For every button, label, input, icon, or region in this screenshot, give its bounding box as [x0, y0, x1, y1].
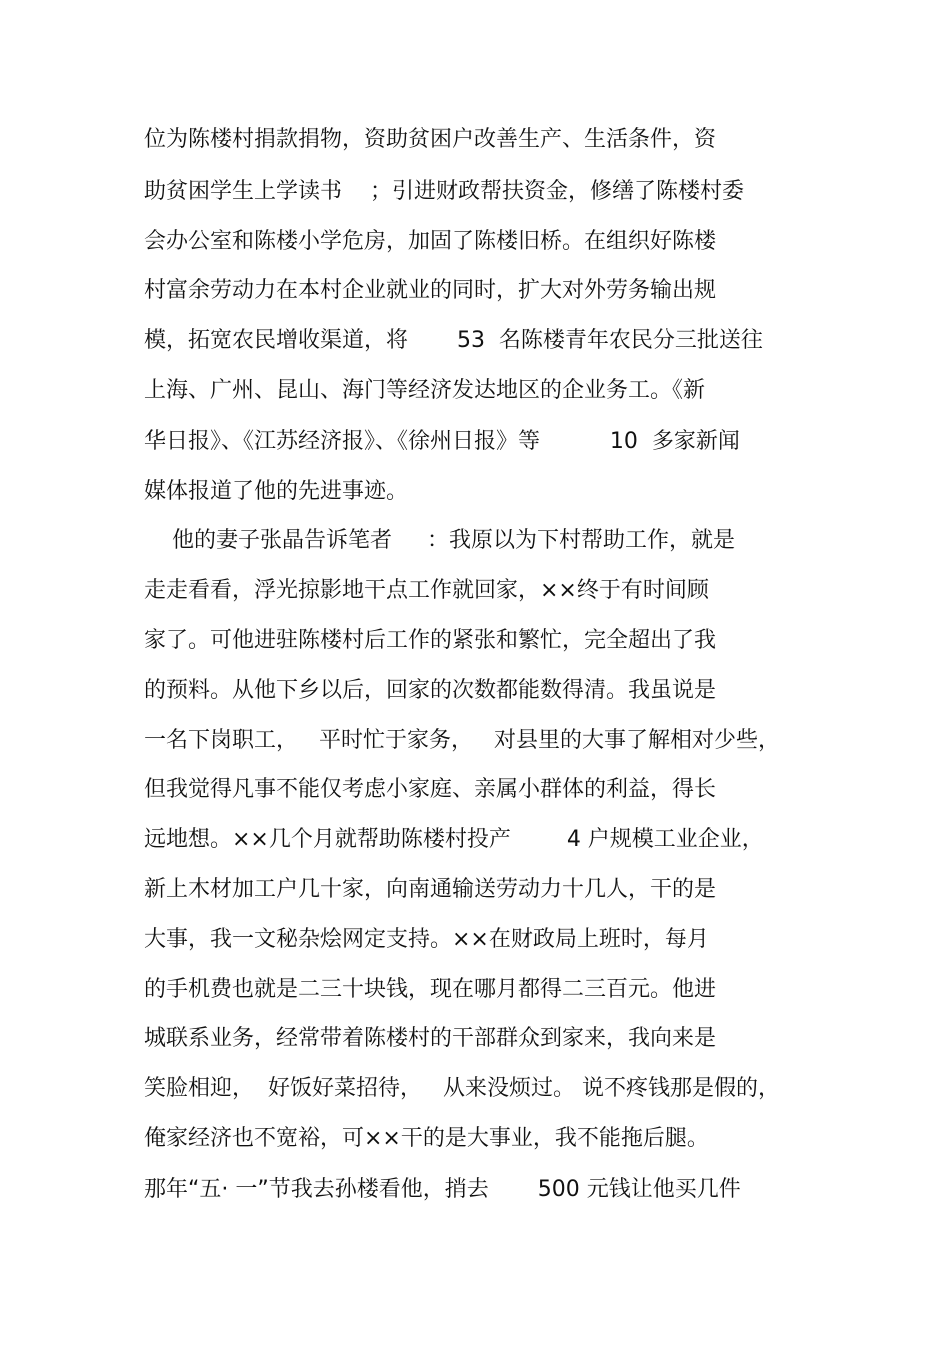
text-line: 模，拓宽农民增收渠道，将 53 名陈楼青年农民分三批送往: [144, 328, 763, 353]
text-line: 上海、广州、昆山、海门等经济发达地区的企业务工。《新: [144, 378, 706, 403]
text-line: 笑脸相迎， 好饭好菜招待， 从来没烦过。 说不疼钱那是假的，: [144, 1076, 780, 1101]
text-line: 位为陈楼村捐款捐物，资助贫困户改善生产、生活条件，资: [144, 127, 717, 152]
text-line: 的预料。从他下乡以后，回家的次数都能数得清。我虽说是: [144, 678, 717, 703]
text-line: 助贫困学生上学读书 ；引进财政帮扶资金，修缮了陈楼村委: [144, 179, 744, 204]
text-line: 大事，我一文秘杂烩网定支持。××在财政局上班时，每月: [144, 927, 709, 952]
text-line: 华日报》、《江苏经济报》、《徐州日报》等 10 多家新闻: [144, 429, 740, 454]
text-line: 媒体报道了他的先进事迹。: [144, 479, 409, 504]
text-line: 一名下岗职工， 平时忙于家务， 对县里的大事了解相对少些，: [144, 728, 780, 753]
text-line: 走走看看，浮光掠影地干点工作就回家，××终于有时间顾: [144, 578, 709, 603]
text-line: 家了。可他进驻陈楼村后工作的紧张和繁忙，完全超出了我: [144, 628, 717, 653]
text-line: 村富余劳动力在本村企业就业的同时，扩大对外劳务输出规: [144, 278, 717, 303]
text-line: 那年“五· 一”节我去孙楼看他，捎去 500 元钱让他买几件: [144, 1177, 741, 1202]
text-line: 他的妻子张晶告诉笔者 ：我原以为下村帮助工作，就是: [144, 528, 735, 553]
text-line: 但我觉得凡事不能仅考虑小家庭、亲属小群体的利益，得长: [144, 777, 717, 802]
text-line: 俺家经济也不宽裕，可××干的是大事业，我不能拖后腿。: [144, 1126, 709, 1151]
text-line: 会办公室和陈楼小学危房，加固了陈楼旧桥。在组织好陈楼: [144, 229, 717, 254]
text-line: 的手机费也就是二三十块钱，现在哪月都得二三百元。他进: [144, 977, 717, 1002]
text-line: 新上木材加工户几十家，向南通输送劳动力十几人，干的是: [144, 877, 717, 902]
text-line: 远地想。××几个月就帮助陈楼村投产 4 户规模工业企业，: [144, 827, 764, 852]
text-line: 城联系业务，经常带着陈楼村的干部群众到家来，我向来是: [144, 1026, 717, 1051]
